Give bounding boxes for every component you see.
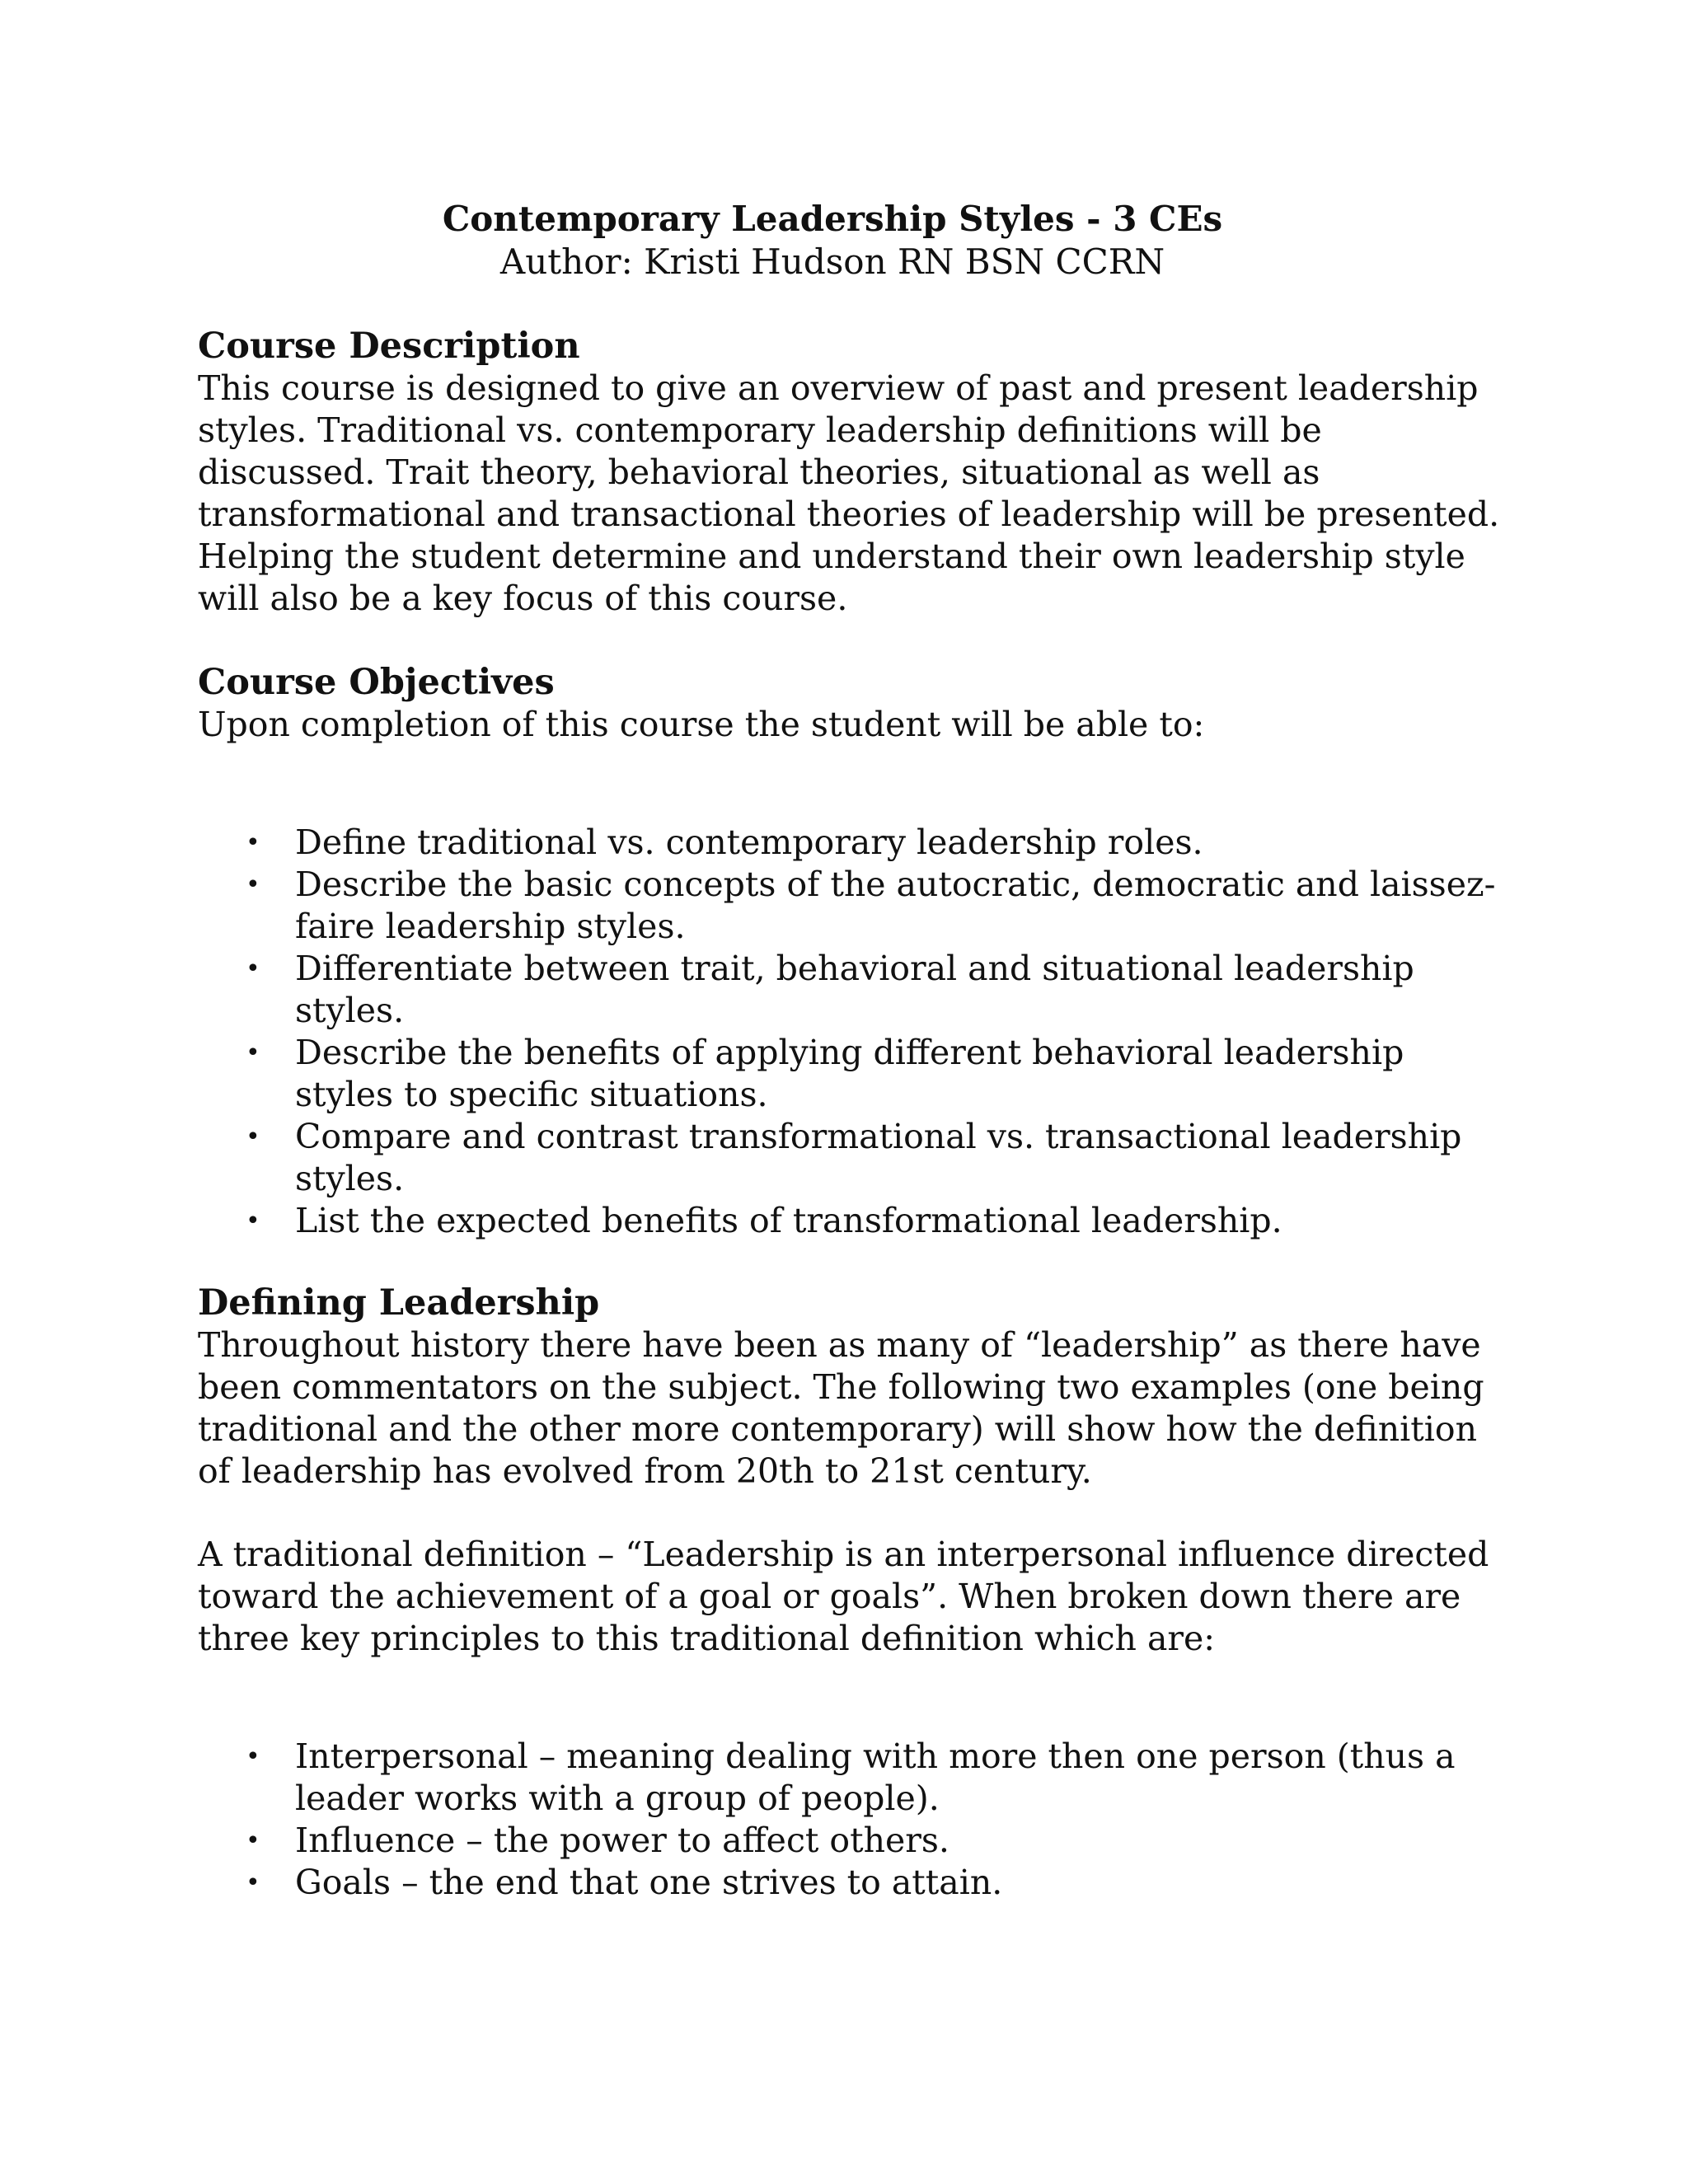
list-item-text: List the expected benefits of transformational leadership.	[295, 1201, 1282, 1240]
bullet-icon: •	[246, 1868, 260, 1897]
document-author: Author: Kristi Hudson RN BSN CCRN	[499, 241, 1165, 282]
list-item-text: Compare and contrast transformational vs. transactional leadership styles.	[295, 1117, 1462, 1198]
bullet-icon: •	[246, 954, 260, 983]
list-item	[198, 1032, 1500, 1116]
list-item-text: Interpersonal – meaning dealing with more then one person (thus a leader works with a group of people).	[295, 1736, 1456, 1818]
bullet-icon: •	[246, 1742, 260, 1771]
bullet-icon: •	[246, 1207, 260, 1235]
bullet-icon: •	[246, 1038, 260, 1067]
section-heading: Course Objectives	[198, 662, 555, 703]
list-item	[198, 1200, 1500, 1242]
bullet-icon: •	[246, 1122, 260, 1151]
list-item	[198, 948, 1500, 1032]
list-item	[198, 1862, 1500, 1904]
list-item	[198, 864, 1500, 948]
list-item-text: Describe the benefits of applying different behavioral leadership styles to specific situations.	[295, 1033, 1404, 1114]
bullet-icon: •	[246, 828, 260, 857]
list-item-text: Differentiate between trait, behavioral and situational leadership styles.	[295, 949, 1414, 1030]
objectives-list	[198, 822, 1500, 1242]
principles-list	[198, 1736, 1500, 1904]
section-heading: Course Description	[198, 326, 580, 367]
list-item	[198, 1736, 1500, 1820]
list-item-text: Goals – the end that one strives to attain.	[295, 1863, 1003, 1902]
defining-leadership-paragraph-1: Throughout history there have been as many of “leadership” as there have been commentators on the subject. The following two examples (one being traditional and the other more contemporary) will show how the definition of leadership has evolved from 20th to 21st century.	[198, 1325, 1484, 1491]
section-heading: Defining Leadership	[198, 1282, 600, 1324]
list-item-text: Describe the basic concepts of the autocratic, democratic and laissez-faire leadership styles.	[295, 865, 1496, 946]
document-title: Contemporary Leadership Styles - 3 CEs	[442, 199, 1223, 239]
course-objectives-section	[198, 661, 1500, 1242]
list-item-text: Influence – the power to affect others.	[295, 1821, 950, 1860]
list-item-text: Define traditional vs. contemporary leadership roles.	[295, 823, 1203, 862]
course-description-section	[198, 325, 1500, 620]
list-item	[198, 822, 1500, 864]
defining-leadership-section	[198, 1282, 1500, 1904]
bullet-icon: •	[246, 870, 260, 899]
title-block	[198, 198, 1467, 284]
list-item	[198, 1820, 1500, 1862]
course-description-text: This course is designed to give an overview of past and present leadership styles. Traditional vs. contemporary leadership definitions will be discussed. Trait theory, behavioral theories, situational as well as transformational and transactional theories of leadership will be presented. Helping the student determine and understand their own leadership style will also be a key focus of this course.	[198, 368, 1500, 618]
list-item	[198, 1116, 1500, 1200]
objectives-intro-text: Upon completion of this course the student will be able to:	[198, 705, 1205, 744]
bullet-icon: •	[246, 1826, 260, 1855]
document-page	[198, 198, 1500, 1904]
defining-leadership-paragraph-2: A traditional definition – “Leadership is an interpersonal influence directed toward the achievement of a goal or goals”. When broken down there are three key principles to this traditional definition which are:	[198, 1535, 1489, 1658]
